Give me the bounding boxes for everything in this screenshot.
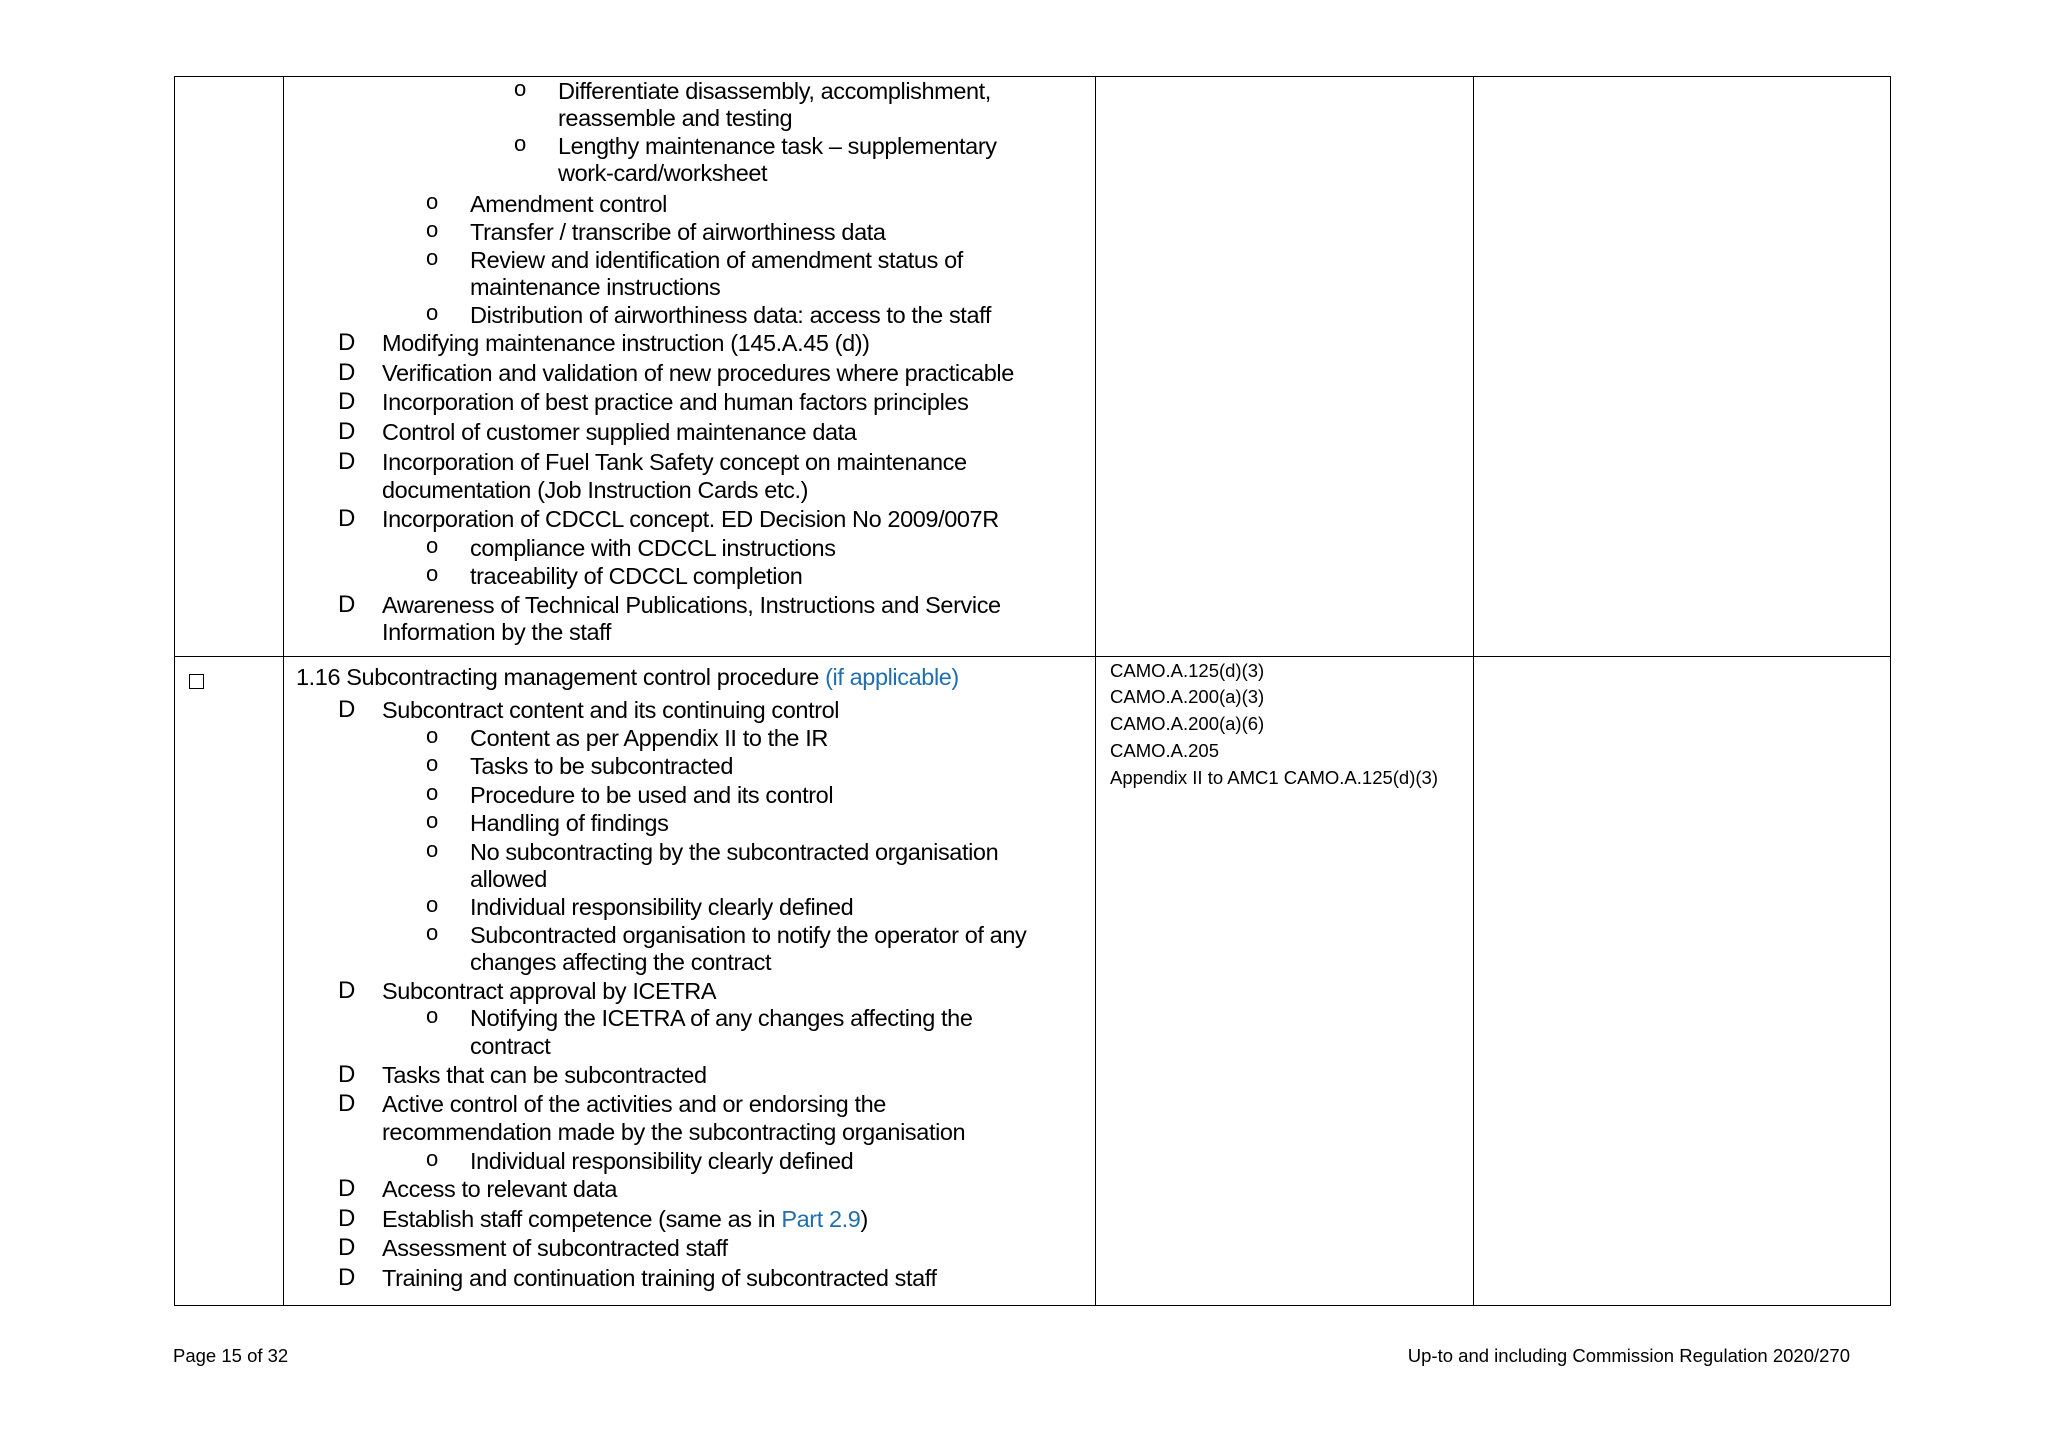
list-item: Modifying maintenance instruction (145.A.45 (d)): [382, 330, 870, 356]
if-applicable-note: (if applicable): [825, 664, 959, 690]
list-marker-d: D: [338, 1090, 356, 1117]
list-marker-d: D: [338, 388, 356, 415]
list-item: Transfer / transcribe of airworthiness data: [470, 219, 886, 245]
list-marker-d: D: [338, 505, 356, 532]
list-item: traceability of CDCCL completion: [470, 563, 803, 589]
list-marker-bullet: o: [426, 892, 439, 917]
list-item: Subcontract content and its continuing control: [382, 697, 840, 723]
list-item: Establish staff competence (same as in Part 2.9): [382, 1206, 868, 1232]
list-marker-d: D: [338, 591, 356, 618]
list-item: Amendment control: [470, 191, 667, 217]
list-marker-bullet: o: [426, 920, 439, 945]
list-marker-d: D: [338, 1234, 356, 1261]
list-marker-bullet: o: [426, 723, 439, 748]
column-divider: [1095, 77, 1096, 1305]
list-marker-bullet: o: [514, 131, 527, 156]
list-item: changes affecting the contract: [470, 949, 772, 975]
list-item: Tasks to be subcontracted: [470, 753, 734, 779]
list-marker-d: D: [338, 448, 356, 475]
list-item: Active control of the activities and or endorsing the: [382, 1091, 886, 1117]
applicability-checkbox[interactable]: [189, 674, 204, 689]
list-item: Differentiate disassembly, accomplishment,: [558, 78, 991, 104]
list-marker-bullet: o: [426, 189, 439, 214]
regulation-note: Up-to and including Commission Regulation 2020/270: [1407, 1345, 1850, 1366]
list-item: reassemble and testing: [558, 105, 793, 131]
list-item: Verification and validation of new procedures where practicable: [382, 360, 1014, 386]
list-marker-bullet: o: [426, 808, 439, 833]
list-item: Content as per Appendix II to the IR: [470, 725, 828, 751]
list-item: Assessment of subcontracted staff: [382, 1235, 728, 1261]
list-marker-d: D: [338, 696, 356, 723]
list-item: work-card/worksheet: [558, 160, 768, 186]
list-marker-d: D: [338, 1205, 356, 1232]
list-marker-d: D: [338, 418, 356, 445]
list-item: compliance with CDCCL instructions: [470, 535, 836, 561]
list-item: Subcontract approval by ICETRA: [382, 978, 717, 1004]
list-marker-bullet: o: [426, 533, 439, 558]
list-marker-bullet: o: [426, 1003, 439, 1028]
list-item: allowed: [470, 866, 547, 892]
column-divider: [1473, 77, 1474, 1305]
list-item: Control of customer supplied maintenance data: [382, 419, 857, 445]
list-item: No subcontracting by the subcontracted organisation: [470, 839, 999, 865]
list-marker-bullet: o: [426, 837, 439, 862]
page-number: Page 15 of 32: [173, 1345, 289, 1366]
list-item: Procedure to be used and its control: [470, 782, 834, 808]
list-marker-d: D: [338, 1061, 356, 1088]
list-item: Incorporation of CDCCL concept. ED Decision No 2009/007R: [382, 506, 999, 532]
list-marker-bullet: o: [514, 76, 527, 101]
list-item: Incorporation of Fuel Tank Safety concept on maintenance: [382, 449, 967, 475]
closing-paren: ): [860, 1206, 868, 1232]
list-item: Tasks that can be subcontracted: [382, 1062, 707, 1088]
list-item: recommendation made by the subcontracting organisation: [382, 1119, 966, 1145]
part-link[interactable]: Part 2.9: [781, 1206, 861, 1232]
list-item: Handling of findings: [470, 810, 669, 836]
list-marker-d: D: [338, 1175, 356, 1202]
list-marker-bullet: o: [426, 245, 439, 270]
list-item: Notifying the ICETRA of any changes affecting the: [470, 1005, 973, 1031]
list-marker-bullet: o: [426, 217, 439, 242]
list-item: Training and continuation training of subcontracted staff: [382, 1265, 937, 1291]
reference-item: CAMO.A.200(a)(3): [1110, 686, 1265, 707]
reference-item: CAMO.A.125(d)(3): [1110, 660, 1265, 681]
list-marker-bullet: o: [426, 300, 439, 325]
list-marker-d: D: [338, 977, 356, 1004]
list-marker-d: D: [338, 359, 356, 386]
section-heading: 1.16 Subcontracting management control procedure (if applicable): [296, 664, 959, 690]
list-marker-bullet: o: [426, 1146, 439, 1171]
list-marker-bullet: o: [426, 751, 439, 776]
column-divider: [283, 77, 284, 1305]
list-item: Review and identification of amendment status of: [470, 247, 963, 273]
list-marker-d: D: [338, 1264, 356, 1291]
list-marker-bullet: o: [426, 780, 439, 805]
list-item: contract: [470, 1033, 551, 1059]
reference-item: CAMO.A.205: [1110, 740, 1219, 761]
list-item: Information by the staff: [382, 619, 612, 645]
list-item: Awareness of Technical Publications, Instructions and Service: [382, 592, 1001, 618]
row-divider: [175, 656, 1890, 657]
list-marker-bullet: o: [426, 561, 439, 586]
list-item: Individual responsibility clearly defined: [470, 1148, 854, 1174]
list-item: documentation (Job Instruction Cards etc.): [382, 477, 808, 503]
list-item: maintenance instructions: [470, 274, 721, 300]
list-item: Individual responsibility clearly defined: [470, 894, 854, 920]
list-item: Distribution of airworthiness data: access to the staff: [470, 302, 991, 328]
reference-item: Appendix II to AMC1 CAMO.A.125(d)(3): [1110, 767, 1438, 788]
list-item: Lengthy maintenance task – supplementary: [558, 133, 997, 159]
reference-item: CAMO.A.200(a)(6): [1110, 713, 1265, 734]
list-item: Incorporation of best practice and human factors principles: [382, 389, 969, 415]
list-item: Subcontracted organisation to notify the operator of any: [470, 922, 1027, 948]
list-marker-d: D: [338, 329, 356, 356]
list-item: Access to relevant data: [382, 1176, 618, 1202]
